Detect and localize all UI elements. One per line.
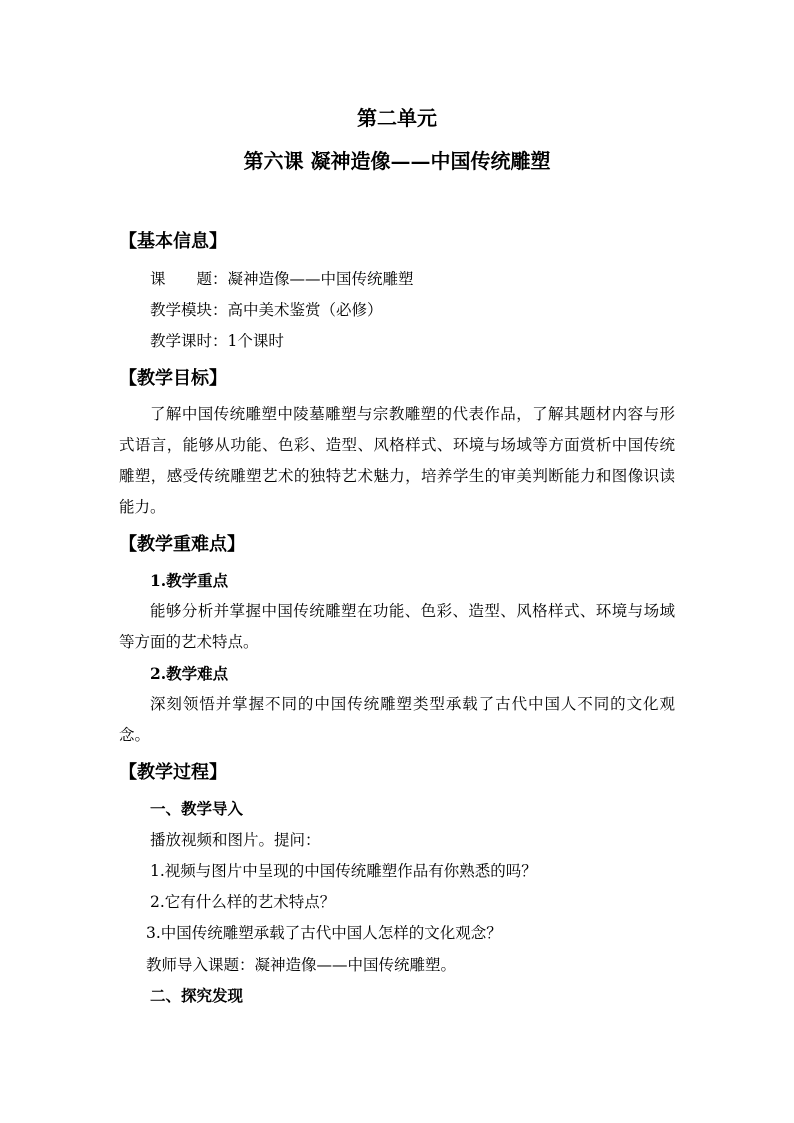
basic-info-topic: 课 题：凝神造像——中国传统雕塑 [150, 270, 414, 288]
key-points-heading: 【教学重难点】 [119, 534, 245, 555]
basic-info-module: 教学模块：高中美术鉴赏（必修） [150, 301, 383, 319]
process-heading: 【教学过程】 [119, 762, 227, 783]
process-step1-intro: 播放视频和图片。提问： [150, 831, 321, 849]
basic-info-heading: 【基本信息】 [119, 231, 227, 252]
unit-title: 第二单元 [357, 106, 437, 130]
basic-info-hours: 教学课时：1个课时 [150, 332, 284, 350]
process-teacher-intro: 教师导入课题：凝神造像——中国传统雕塑。 [146, 956, 457, 974]
lesson-title: 第六课 凝神造像——中国传统雕塑 [243, 149, 551, 173]
objectives-text: 了解中国传统雕塑中陵墓雕塑与宗教雕塑的代表作品，了解其题材内容与形式语言，能够从功能、色彩、造型、风格样式、环境与场域等方面赏析中国传统雕塑，感受传统雕塑艺术的独特艺术魅力，培养学生的审美判断能力和图像识读能力。 [119, 405, 675, 516]
process-step2-title: 二、探究发现 [150, 986, 244, 1005]
key-point-text: 能够分析并掌握中国传统雕塑在功能、色彩、造型、风格样式、环境与场域等方面的艺术特点。 [119, 602, 675, 651]
process-question-1: 1.视频与图片中呈现的中国传统雕塑作品有你熟悉的吗？ [150, 862, 537, 880]
difficult-point-title: 2.教学难点 [150, 664, 229, 683]
process-question-2: 2.它有什么样的艺术特点？ [150, 893, 336, 911]
process-step1-title: 一、教学导入 [150, 799, 244, 818]
key-point-title: 1.教学重点 [150, 571, 229, 590]
process-question-3: 3.中国传统雕塑承载了古代中国人怎样的文化观念？ [146, 924, 502, 942]
objectives-heading: 【教学目标】 [119, 368, 227, 389]
difficult-point-text: 深刻领悟并掌握不同的中国传统雕塑类型承载了古代中国人不同的文化观念。 [119, 695, 675, 744]
